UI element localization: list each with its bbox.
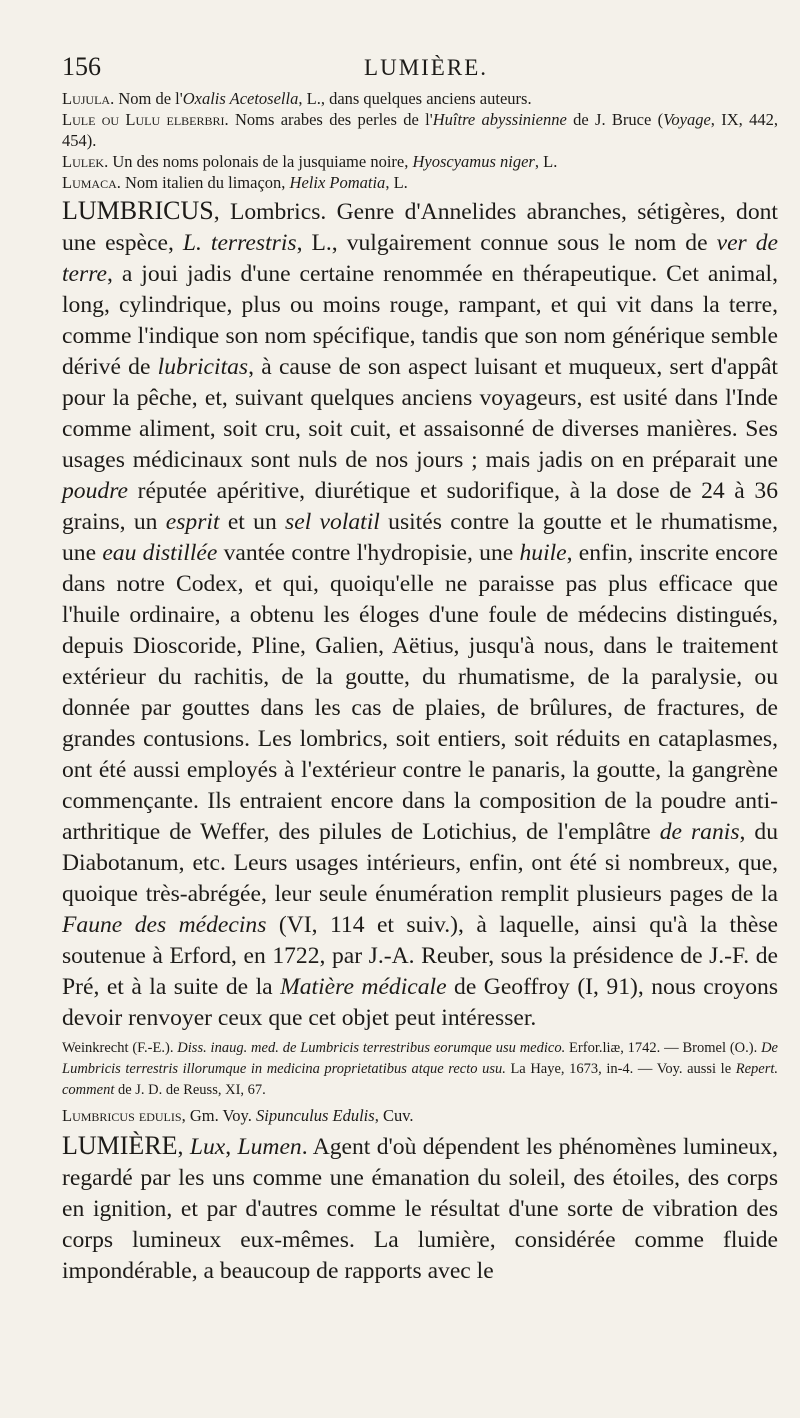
- page-header: [62, 52, 778, 88]
- entry-lumiere: LUMIÈRE, Lux, Lumen. Agent d'où dépendent les phénomènes lumineux, regardé par les uns comme une émanation du soleil, des étoiles, des corps en ignition, et par d'autres comme le résultat d'une sorte de vibration des corps lumineux eux-mêmes. La lumière, considérée comme fluide impondérable, a beaucoup de rapports avec le: [62, 1131, 779, 1284]
- entry-lumbricus: LUMBRICUS, Lombrics. Genre d'Annelides abranches, sétigères, dont une espèce, L. terrestris, L., vulgairement connue sous le nom de ver de terre, a joui jadis d'une certaine renommée en thérapeutique. Cet animal, long, cylindrique, plus ou moins rouge, rampant, et qui vit dans la terre, comme l'indique son nom spécifique, tandis que son nom générique semble dérivé de lubricitas, à cause de son aspect luisant et muqueux, sert d'appât pour la pêche, et, suivant quelques anciens voyageurs, est usité dans l'Inde comme aliment, soit cru, soit cuit, et assaisonné de diverses manières. Ses usages médicinaux sont nuls de nos jours ; mais jadis on en préparait une poudre réputée apéritive, diurétique et sudorifique, à la dose de 24 à 36 grains, un esprit et un sel volatil usités contre la goutte et le rhumatisme, une eau distillée vantée contre l'hydropisie, une huile, enfin, inscrite encore dans notre Codex, et qui, quoiqu'elle ne paraisse pas plus efficace que l'huile ordinaire, a obtenu les éloges d'une foule de médecins distingués, depuis Dioscoride, Pline, Galien, Aëtius, jusqu'à nous, dans le traitement extérieur du rachitis, de la goutte, du rhumatisme, de la paralysie, ou donnée par gouttes dans les cas de plaies, de brûlures, de fractures, de grandes contusions. Les lombrics, soit entiers, soit réduits en cataplasmes, ont été aussi employés à l'extérieur contre le panaris, la goutte, la gangrène commençante. Ils entraient encore dans la composition de la poudre anti-arthritique de Weffer, des pilules de Lotichius, de l'emplâtre de ranis, du Diabotanum, etc. Leurs usages intérieurs, enfin, ont été si nombreux, que, quoique très-abrégée, leur seule énumération remplit plusieurs pages de la Faune des médecins (VI, 114 et suiv.), à laquelle, ainsi qu'à la thèse soutenue à Erford, en 1722, par J.-A. Reuber, sous la présidence de J.-F. de Pré, et à la suite de la Matière médicale de Geoffroy (I, 91), nous croyons devoir renvoyer ceux que cet objet peut intéresser.: [62, 196, 779, 1031]
- running-title: LUMIÈRE.: [364, 55, 488, 80]
- page-number: 156: [62, 52, 101, 81]
- entry-lujula: Lujula. Nom de l'Oxalis Acetosella, L., dans quelques anciens auteurs.: [62, 89, 532, 108]
- entry-lule: Lule ou Lulu elberbri. Noms arabes des perles de l'Huître abyssinienne de J. Bruce (Voyage, IX, 442, 454).: [62, 110, 779, 150]
- headword-lumiere: LUMIÈRE: [62, 1131, 178, 1160]
- entry-lulek: Lulek. Un des noms polonais de la jusquiame noire, Hyoscyamus niger, L.: [62, 152, 558, 171]
- entry-lumaca: Lumaca. Nom italien du limaçon, Helix Pomatia, L.: [62, 173, 408, 192]
- entry-lumbricus-edulis: Lumbricus edulis, Gm. Voy. Sipunculus Edulis, Cuv.: [62, 1106, 414, 1125]
- headword-lumbricus: LUMBRICUS: [62, 196, 214, 225]
- bibliography-lumbricus: Weinkrecht (F.-E.). Diss. inaug. med. de Lumbricis terrestribus eorumque usu medico. Erfor.liæ, 1742. — Bromel (O.). De Lumbricis terrestris illorumque in medicina proprietatibus atque recto usu. La Haye, 1673, in-4. — Voy. aussi le Repert. comment de J. D. de Reuss, XI, 67.: [62, 1040, 778, 1098]
